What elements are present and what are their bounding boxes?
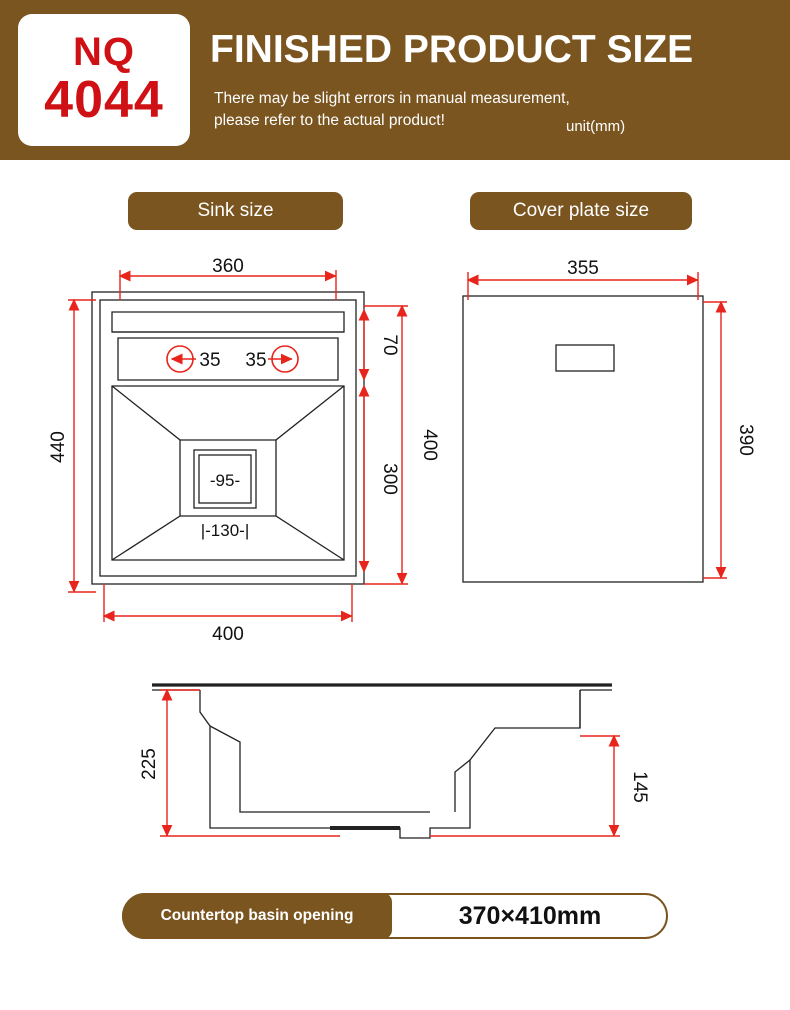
dim-sink-bottom-400: 400 [212, 624, 244, 645]
badge-brand: NQ [73, 30, 135, 74]
countertop-opening-value: 370×410mm [458, 901, 602, 930]
dim-drain-130: |-130-| [200, 521, 250, 540]
sink-section-outline [152, 685, 612, 838]
cover-plate-dimension-lines [468, 272, 727, 578]
dim-cover-right-390: 390 [735, 424, 756, 456]
page-title: FINISHED PRODUCT SIZE [210, 28, 694, 71]
dim-sink-right-70: 70 [379, 334, 400, 356]
dim-sink-top-360: 360 [212, 256, 244, 277]
section-dimension-lines [160, 690, 620, 836]
header-subtitle-line2: please refer to the actual product! [214, 112, 445, 129]
dim-section-left-225: 225 [139, 748, 160, 780]
dim-section-right-145: 145 [629, 771, 650, 803]
dim-sink-right-400: 400 [419, 429, 440, 461]
dim-faucet-left-35: 35 [199, 350, 221, 371]
faucet-hole-left [167, 346, 193, 372]
badge-model: 4044 [44, 71, 164, 129]
countertop-opening-label: Countertop basin opening [122, 893, 392, 939]
dim-drain-95: -95- [209, 471, 241, 490]
dim-faucet-right-35: 35 [245, 350, 267, 371]
section-label-sink: Sink size [128, 192, 343, 230]
header-subtitle-line1: There may be slight errors in manual measurement, [214, 90, 570, 107]
cover-plate-outline [463, 296, 703, 582]
dim-sink-left-440: 440 [48, 431, 69, 463]
header-subtitle [214, 88, 570, 132]
section-label-cover-plate: Cover plate size [470, 192, 692, 230]
countertop-opening-banner [122, 893, 668, 939]
product-badge [18, 14, 190, 146]
unit-note: unit(mm) [566, 118, 626, 135]
dim-cover-top-355: 355 [567, 258, 599, 279]
header-banner [0, 0, 790, 160]
sink-dimension-lines [68, 270, 408, 622]
dim-sink-right-300: 300 [379, 463, 400, 495]
sink-top-view-outline [92, 292, 364, 584]
faucet-hole-right [272, 346, 298, 372]
